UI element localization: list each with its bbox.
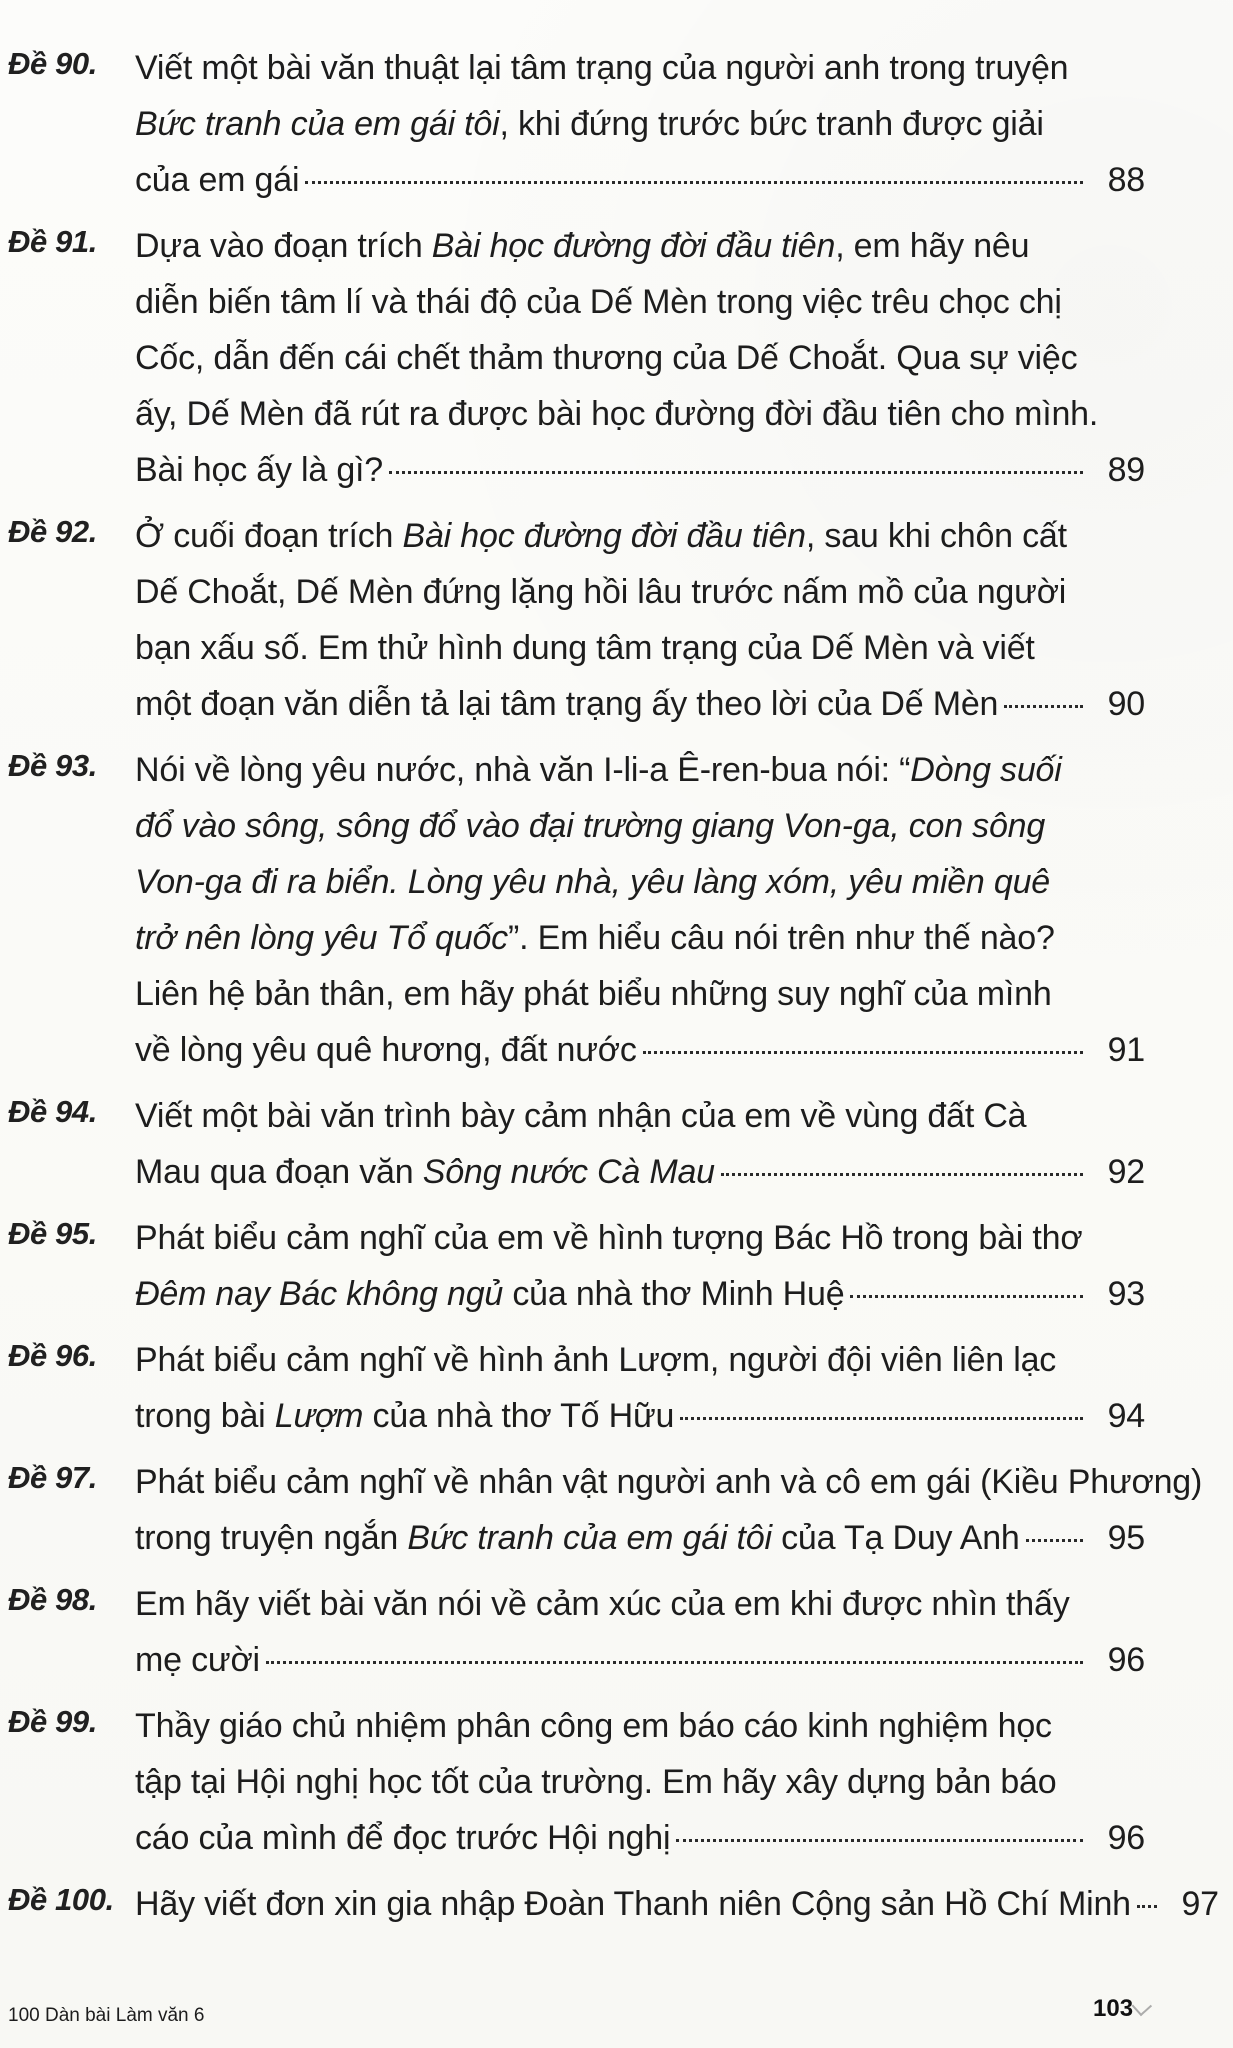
entry-label: Đề 90. xyxy=(8,46,97,81)
entry-page-number: 92 xyxy=(1107,1153,1145,1191)
entry-text: Sông nước Cà Mau xyxy=(422,1153,715,1191)
entry-last-line xyxy=(135,1510,1145,1566)
entry-text: trong bài xyxy=(135,1397,275,1435)
entry-body xyxy=(135,1332,1145,1444)
entry-line xyxy=(135,96,1145,152)
entry-text: trở nên lòng yêu Tổ quốc xyxy=(135,919,508,957)
entry-page-number: 93 xyxy=(1107,1275,1145,1313)
entry-line xyxy=(135,620,1145,676)
entry-text: Lượm xyxy=(274,1397,364,1435)
entry-body xyxy=(135,1576,1145,1688)
entry-text: Nói về lòng yêu nước, nhà văn I-li-a Ê-ren-bua nói: “ xyxy=(135,751,911,789)
entry-text: Dựa vào đoạn trích xyxy=(135,227,432,265)
toc-entry xyxy=(0,1088,1233,1200)
book-title: 100 Dàn bài Làm văn 6 xyxy=(8,2005,205,2026)
entry-text: của Tạ Duy Anh xyxy=(771,1519,1020,1557)
entry-text: ”. Em hiểu câu nói trên như thế nào? xyxy=(508,919,1055,957)
entry-body xyxy=(135,1454,1203,1566)
entry-last-text xyxy=(135,1022,637,1078)
entry-text: Hãy viết đơn xin gia nhập Đoàn Thanh niên Cộng sản Hồ Chí Minh xyxy=(135,1885,1131,1923)
entry-line xyxy=(135,274,1145,330)
entry-body xyxy=(135,1210,1145,1322)
entry-label: Đề 99. xyxy=(8,1704,97,1739)
entry-text: của nhà thơ Tố Hữu xyxy=(363,1397,675,1435)
entry-last-line xyxy=(135,1144,1145,1200)
dot-leader xyxy=(721,1173,1083,1176)
toc-entry xyxy=(0,218,1233,498)
entry-last-text xyxy=(135,1876,1131,1932)
entry-label: Đề 96. xyxy=(8,1338,97,1373)
entry-page-number: 97 xyxy=(1181,1885,1219,1923)
entry-text: một đoạn văn diễn tả lại tâm trạng ấy theo lời của Dế Mèn xyxy=(135,685,999,723)
page-number-text: 103 xyxy=(1093,1995,1134,2022)
entry-text: Dế Choắt, Dế Mèn đứng lặng hồi lâu trước nấm mồ của người xyxy=(135,573,1067,611)
entry-last-line xyxy=(135,1266,1145,1322)
entry-last-text xyxy=(135,1632,260,1688)
entry-text: Đêm nay Bác không ngủ xyxy=(135,1275,504,1313)
entry-body xyxy=(135,1876,1219,1932)
entry-line xyxy=(135,330,1145,386)
entry-page-number: 96 xyxy=(1107,1641,1145,1679)
entry-text: tập tại Hội nghị học tốt của trường. Em hãy xây dựng bản báo xyxy=(135,1763,1057,1801)
entry-last-line xyxy=(135,442,1145,498)
entry-line xyxy=(135,910,1145,966)
entry-label: Đề 94. xyxy=(8,1094,97,1129)
entry-last-text xyxy=(135,1810,670,1866)
entry-last-text xyxy=(135,1144,715,1200)
dot-leader xyxy=(1004,705,1083,708)
entry-line xyxy=(135,508,1145,564)
entry-page-number: 90 xyxy=(1107,685,1145,723)
entry-text: , khi đứng trước bức tranh được giải xyxy=(499,105,1044,143)
entry-last-text xyxy=(135,1388,674,1444)
entry-line xyxy=(135,1332,1145,1388)
entry-text: Ở cuối đoạn trích xyxy=(135,517,403,555)
entry-text: Bức tranh của em gái tôi xyxy=(407,1519,772,1557)
entry-text: , sau khi chôn cất xyxy=(805,517,1067,555)
entry-text: đổ vào sông, sông đổ vào đại trường giang Von-ga, con sông xyxy=(135,807,1046,845)
entry-text: Em hãy viết bài văn nói về cảm xúc của em khi được nhìn thấy xyxy=(135,1585,1070,1623)
entry-page-number: 96 xyxy=(1107,1819,1145,1857)
entry-text: Liên hệ bản thân, em hãy phát biểu những suy nghĩ của mình xyxy=(135,975,1052,1013)
toc-entry xyxy=(0,1210,1233,1322)
toc-entry xyxy=(0,1454,1233,1566)
dot-leader xyxy=(643,1051,1083,1054)
entry-line xyxy=(135,1576,1145,1632)
entry-last-text xyxy=(135,1266,844,1322)
entry-line xyxy=(135,1454,1203,1510)
entry-last-line xyxy=(135,1810,1145,1866)
entry-line xyxy=(135,1698,1145,1754)
entry-label: Đề 93. xyxy=(8,748,97,783)
entry-last-line xyxy=(135,1022,1145,1078)
entry-text: bạn xấu số. Em thử hình dung tâm trạng của Dế Mèn và viết xyxy=(135,629,1035,667)
entry-body xyxy=(135,508,1145,732)
entry-line xyxy=(135,386,1145,442)
dot-leader xyxy=(266,1661,1083,1664)
entry-line xyxy=(135,742,1145,798)
entry-line xyxy=(135,966,1145,1022)
entry-text: ấy, Dế Mèn đã rút ra được bài học đường đời đầu tiên cho mình. xyxy=(135,395,1099,433)
dot-leader xyxy=(1026,1539,1083,1542)
dot-leader xyxy=(389,471,1083,474)
toc-entry xyxy=(0,1876,1233,1932)
entry-body xyxy=(135,742,1145,1078)
entry-body xyxy=(135,1698,1145,1866)
toc-entry xyxy=(0,1698,1233,1866)
dot-leader xyxy=(676,1839,1083,1842)
dot-leader xyxy=(850,1295,1083,1298)
entry-last-line xyxy=(135,1632,1145,1688)
entry-page-number: 88 xyxy=(1107,161,1145,199)
entry-line xyxy=(135,1210,1145,1266)
entry-text: Bài học ấy là gì? xyxy=(135,451,383,489)
entry-text: Dòng suối xyxy=(910,751,1062,789)
toc-entry xyxy=(0,508,1233,732)
entry-line xyxy=(135,564,1145,620)
entry-last-text xyxy=(135,442,383,498)
entry-last-text xyxy=(135,676,998,732)
entry-text: Thầy giáo chủ nhiệm phân công em báo cáo kinh nghiệm học xyxy=(135,1707,1052,1745)
entry-text: Bài học đường đời đầu tiên xyxy=(402,517,806,555)
entry-text: Bức tranh của em gái tôi xyxy=(135,105,500,143)
entry-text: Cốc, dẫn đến cái chết thảm thương của Dế Choắt. Qua sự việc xyxy=(135,339,1078,377)
dot-leader xyxy=(1137,1905,1157,1908)
entry-line xyxy=(135,40,1145,96)
entry-label: Đề 92. xyxy=(8,514,97,549)
entry-text: Viết một bài văn thuật lại tâm trạng của người anh trong truyện xyxy=(135,49,1069,87)
entry-text: trong truyện ngắn xyxy=(135,1519,408,1557)
entry-line xyxy=(135,1088,1145,1144)
entry-text: Phát biểu cảm nghĩ của em về hình tượng Bác Hồ trong bài thơ xyxy=(135,1219,1083,1257)
entry-text: diễn biến tâm lí và thái độ của Dế Mèn trong việc trêu chọc chị xyxy=(135,283,1062,321)
entry-text: mẹ cười xyxy=(135,1641,260,1679)
toc-entry xyxy=(0,40,1233,208)
entry-text: , em hãy nêu xyxy=(835,227,1030,265)
entry-line xyxy=(135,798,1145,854)
dot-leader xyxy=(305,181,1083,184)
entry-page-number: 91 xyxy=(1107,1031,1145,1069)
entry-text: Phát biểu cảm nghĩ về hình ảnh Lượm, người đội viên liên lạc xyxy=(135,1341,1057,1379)
entry-last-line xyxy=(135,676,1145,732)
entry-last-text xyxy=(135,1510,1020,1566)
toc-entry xyxy=(0,1332,1233,1444)
entry-body xyxy=(135,1088,1145,1200)
entry-page-number: 89 xyxy=(1107,451,1145,489)
entry-text: Mau qua đoạn văn xyxy=(135,1153,423,1191)
entry-label: Đề 98. xyxy=(8,1582,97,1617)
table-of-contents xyxy=(0,40,1233,1942)
entry-body xyxy=(135,40,1145,208)
entry-line xyxy=(135,1754,1145,1810)
entry-last-line xyxy=(135,1388,1145,1444)
entry-label: Đề 97. xyxy=(8,1460,97,1495)
entry-last-text xyxy=(135,152,299,208)
entry-text: của em gái xyxy=(135,161,300,199)
entry-label: Đề 91. xyxy=(8,224,97,259)
entry-text: Bài học đường đời đầu tiên xyxy=(431,227,836,265)
entry-line xyxy=(135,854,1145,910)
entry-line xyxy=(135,218,1145,274)
entry-last-line xyxy=(135,152,1145,208)
entry-page-number: 95 xyxy=(1107,1519,1145,1557)
entry-text: cáo của mình để đọc trước Hội nghị xyxy=(135,1819,671,1857)
entry-label: Đề 95. xyxy=(8,1216,97,1251)
entry-text: Von-ga đi ra biển. Lòng yêu nhà, yêu làng xóm, yêu miền quê xyxy=(135,863,1050,901)
entry-text: về lòng yêu quê hương, đất nước xyxy=(135,1031,637,1069)
corner-mark-icon xyxy=(1132,1996,1153,2016)
entry-text: Viết một bài văn trình bày cảm nhận của em về vùng đất Cà xyxy=(135,1097,1027,1135)
entry-page-number: 94 xyxy=(1107,1397,1145,1435)
toc-entry xyxy=(0,1576,1233,1688)
entry-body xyxy=(135,218,1145,498)
entry-text: Phát biểu cảm nghĩ về nhân vật người anh và cô em gái (Kiều Phương) xyxy=(135,1463,1203,1501)
page-number xyxy=(1093,1997,1152,2021)
dot-leader xyxy=(680,1417,1083,1420)
entry-text: của nhà thơ Minh Huệ xyxy=(503,1275,845,1313)
entry-last-line xyxy=(135,1876,1219,1932)
entry-label: Đề 100. xyxy=(8,1882,114,1917)
toc-entry xyxy=(0,742,1233,1078)
